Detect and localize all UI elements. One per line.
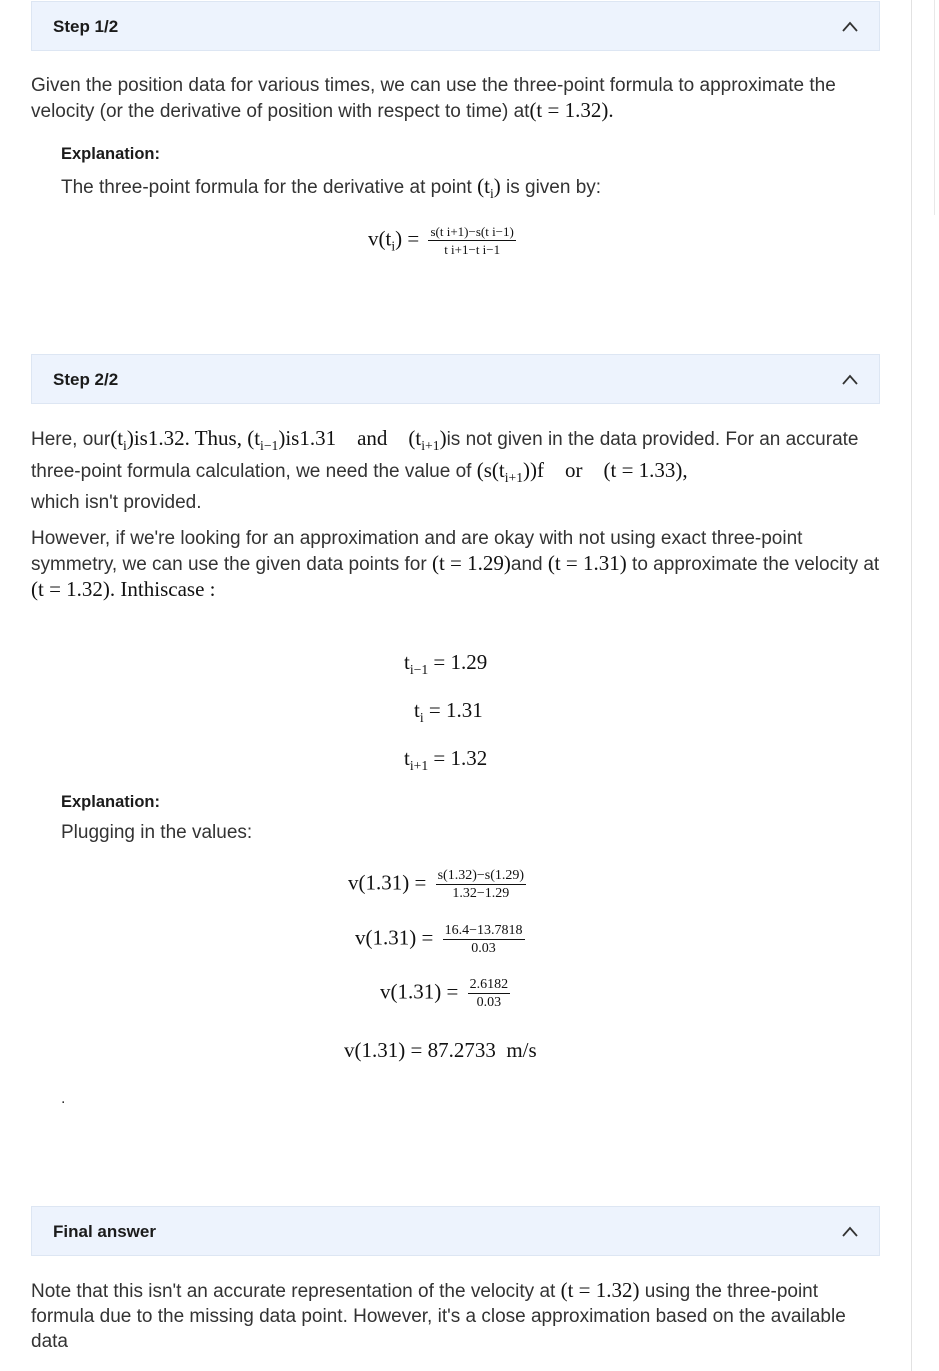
page-edge xyxy=(934,0,935,215)
step-1-explanation-text: The three-point formula for the derivative at point $(t_i)$ is given by: xyxy=(61,174,602,202)
equation-t-prev: $t_{i-1} = 1.29$ xyxy=(404,650,488,678)
calculation-step-2: v(1.31) = $\frac{16.4-13.7818}{0.03}$ xyxy=(355,923,523,956)
step-1-explanation-label: Explanation: xyxy=(61,145,161,163)
calculation-step-1: v(1.31) = $\frac{s(1.32)-s(1.29)}{1.32-1.29}$ xyxy=(348,868,525,901)
chevron-up-icon[interactable] xyxy=(841,371,859,389)
chevron-up-icon[interactable] xyxy=(841,1223,859,1241)
step-1-header[interactable] xyxy=(31,1,880,51)
calculation-step-3: v(1.31) = $\frac{2.6182}{0.03}$ xyxy=(380,977,509,1010)
equation-t-next: $t_{i+1} = 1.32$ xyxy=(404,746,488,774)
formula-denominator: t i+1−t i−1 xyxy=(444,242,501,257)
step-2-header[interactable] xyxy=(31,354,880,404)
step-2-paragraph-2: However, if we're looking for an approximation and are okay with not using exact three-point symmetry, we can use the given data points for (t = 1.29)and (t = 1.31) to approximate the velocity at (t = 1.32). Inthiscase : xyxy=(31,528,880,601)
step-2-explanation-label: Explanation: xyxy=(61,793,161,811)
equation-t-current: $t_i = 1.31$ xyxy=(414,698,483,726)
step-1-title: Step 1/2 xyxy=(53,17,119,36)
formula-numerator: s(t i+1)−s(t i−1) xyxy=(430,224,514,239)
calculation-result: v(1.31) = 87.2733 m/s xyxy=(344,1038,537,1062)
final-answer-title: Final answer xyxy=(53,1222,156,1241)
chevron-up-icon[interactable] xyxy=(841,18,859,36)
trailing-dot: . xyxy=(61,1090,66,1107)
final-answer-header[interactable] xyxy=(31,1206,880,1256)
step-2-explanation-text: Plugging in the values: xyxy=(61,822,253,843)
step-2-paragraph-1: Here, $our(t_i)is1.32$. Thus, $(t_{i-1})is1.31$ and $(t_{i+1})is$ not given in the data provided. For an accurate three-point formula calculation, we need the value of $(s(t_{i+1}))f$ or (t = 1.33), which isn't provided. xyxy=(31,426,859,514)
step-2-title: Step 2/2 xyxy=(53,370,119,389)
step-1-intro: Given the position data for various times, we can use the three-point formula to approximate the velocity (or the derivative of position with respect to time) at(t = 1.32). xyxy=(31,75,836,122)
final-answer-text: Note that this isn't an accurate representation of the velocity at (t = 1.32) using the three-point formula due to the missing data point. However, it's a close approximation based on the available data xyxy=(31,1278,846,1352)
three-point-formula: $v(t_i)$ = $\frac{\text{s(t i+1)−s(t i−1)}}{\text{t i+1−t i−1}}$ xyxy=(368,224,514,257)
